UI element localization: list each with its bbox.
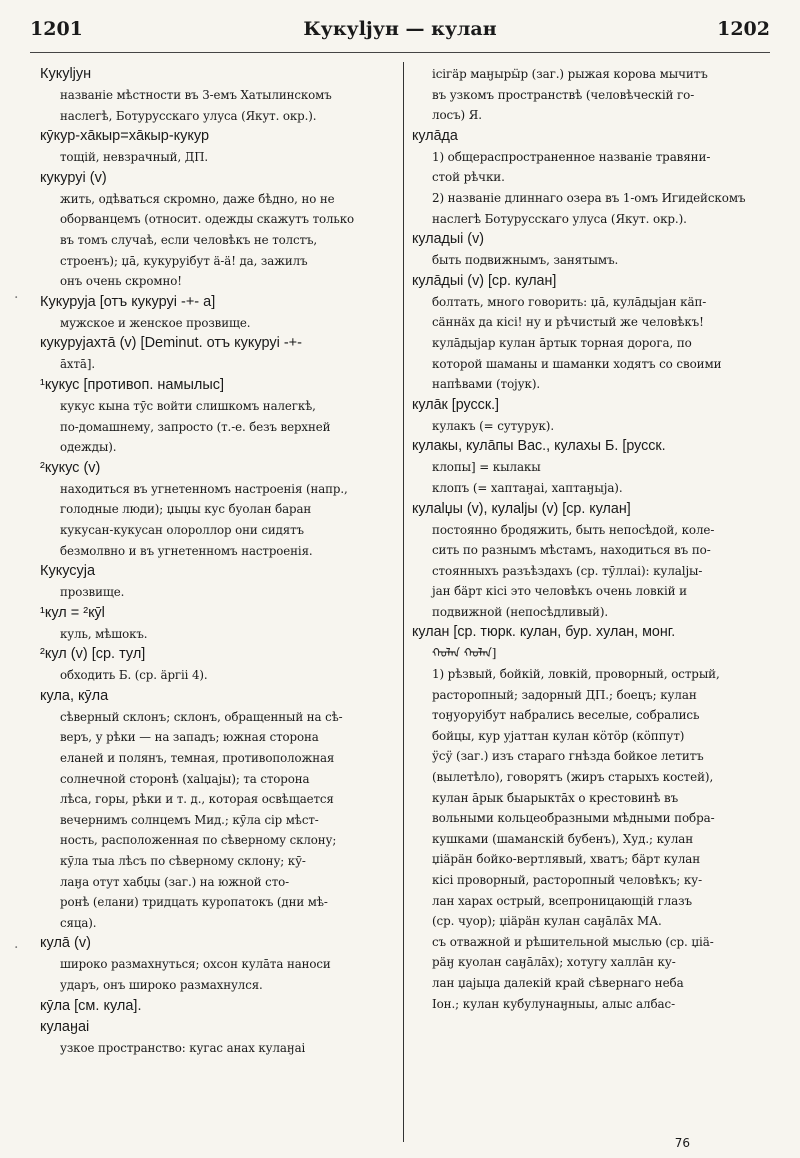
- definition-line: узкое пространство: кугас анах кулаӈаі: [60, 1040, 306, 1055]
- definition-line: кісі проворный, расторопный человѣкъ; ку-: [432, 873, 703, 887]
- dictionary-entry: [40, 603, 396, 645]
- definition-line: кӯла тыа лѣсъ по сѣверному склону; кӯ-: [60, 854, 306, 869]
- dictionary-entry: [412, 229, 772, 271]
- definition-line: кулакъ (= сутурук).: [432, 418, 555, 433]
- definition-line: рäӈ куолан саӈāлāх); хотугу халлāн ку-: [432, 955, 676, 970]
- definition-line: лѣса, горы, рѣки и т. д., которая освѣщается: [60, 792, 334, 807]
- definition-line: расторопный; задорный ДП.; боецъ; кулан: [432, 687, 697, 702]
- definition-line: кушками (шаманскій бубенъ), Худ.; кулан: [432, 831, 694, 846]
- definition-line: подвижной (непосѣдливый).: [432, 604, 609, 619]
- definition-line: въ томъ случаѣ, если человѣкъ не толстъ,: [60, 232, 318, 247]
- definition-line: ронѣ (елани) тридцать куропатокъ (дни мѣ-: [60, 895, 328, 910]
- definition-line: напѣвами (тојук).: [432, 377, 541, 392]
- definition-line: тощій, невзрачный, ДП.: [60, 150, 209, 165]
- headword: Кукуlјун: [40, 66, 92, 82]
- page-number-right: 1202: [717, 18, 770, 40]
- dictionary-entry: [412, 436, 772, 498]
- page-header: [30, 14, 770, 44]
- definition-line: ность, расположенная по сѣверному склону;: [60, 833, 337, 848]
- dictionary-entry: [40, 1017, 396, 1059]
- definition-line: вольными кольцеобразными мѣдными побра-: [432, 811, 715, 826]
- dictionary-entry: [40, 996, 396, 1017]
- definition-line: солнечной сторонѣ (хаlџаjы); та сторона: [60, 771, 310, 786]
- headword: кукуруjахтā (v) [Deminut. отъ кукуруі -+-: [40, 335, 302, 352]
- definition-line: Іон.; кулан кубулунаӈныы, алыс албас-: [432, 996, 676, 1011]
- definition-line: вечернимъ солнцемъ Мид.; кӯла сір мѣст-: [60, 812, 319, 827]
- headword: кукуруі (v): [40, 169, 107, 186]
- definition-line: мужское и женское прозвище.: [60, 315, 251, 330]
- margin-mark: ·: [14, 940, 19, 956]
- definition-line: бойцы, кур уjаттан кулан кӧтӧр (кӧппут): [432, 728, 685, 743]
- definition-line: быть подвижнымъ, занятымъ.: [432, 253, 619, 268]
- definition-line: (ср. чуор); џіäрäн кулан саӈāлāх МА.: [432, 914, 662, 929]
- headword: Кукусуја: [40, 563, 96, 580]
- definition-line: клопъ (= хаптаӈаі, хаптаӈыја).: [432, 480, 623, 495]
- definition-line: стоянныхъ разъѣздахъ (ср. тӯллаі): кулаlјы-: [432, 563, 703, 578]
- dictionary-entry: [40, 333, 396, 375]
- definition-line: болтать, много говорить: џā, кулāдыјан кäп-: [432, 294, 707, 309]
- page-number-left: 1201: [30, 18, 83, 40]
- definition-line: џіäрäн бойко-вертлявый, хватъ; бäрт кулан: [432, 852, 701, 867]
- right-column: [412, 64, 772, 1014]
- definition-line: строенъ); џā, кукуруібут ä-ä! да, зажилъ: [60, 253, 308, 268]
- dictionary-entry: [40, 933, 396, 995]
- definition-line: (вылетѣло), говорятъ (жиръ старыхъ костей),: [432, 770, 714, 785]
- definition-line: голодные люди); џыџы кус буолан баран: [60, 502, 312, 517]
- headword: кулāк [русск.]: [412, 396, 500, 413]
- definition-line: стой рѣчки.: [432, 170, 505, 185]
- definition-line: сить по разнымъ мѣстамъ, находиться въ по-: [432, 543, 711, 558]
- headword: кулā (v): [40, 935, 91, 952]
- headword: кӯла [см. кула].: [40, 997, 142, 1014]
- definition-line: кулан āрык быарыктāх о крестовинѣ въ: [432, 790, 679, 805]
- headword: кулакы, кулāпы Вас., кулахы Б. [русск.: [412, 438, 666, 455]
- headword: ¹кукус [противоп. намылыс]: [40, 376, 225, 393]
- dictionary-entry: [412, 395, 772, 437]
- definition-line: сѣверный склонъ; склонъ, обращенный на сѣ-: [60, 709, 343, 724]
- headword: Кукуруја [отъ кукуруі -+- а]: [40, 293, 216, 310]
- definition-line: съ отважной и рѣшительной мыслью (ср. џіä-: [432, 934, 714, 949]
- headword: куладыі (v): [412, 231, 484, 248]
- definition-line: 1) общераспространенное названіе травяни-: [432, 149, 711, 164]
- definition-line: āхтā].: [60, 357, 95, 372]
- headword: кула, кӯла: [40, 687, 109, 704]
- dictionary-entry: [412, 126, 772, 229]
- headword: кулаӈаі: [40, 1018, 90, 1035]
- definition-line: оборванцемъ (относит. одежды скажутъ только: [60, 212, 354, 227]
- definition-line: куль, мѣшокъ.: [60, 626, 148, 641]
- definition-line: јан бäрт кісі это человѣкъ очень ловкій и: [432, 584, 688, 599]
- headword: ²кукус (v): [40, 459, 101, 476]
- definition-line: жить, одѣваться скромно, даже бѣдно, но не: [60, 191, 335, 206]
- dictionary-entry: [40, 458, 396, 561]
- definition-line: по-домашнему, запросто (т.-е. безъ верхней: [60, 419, 331, 434]
- definition-line: еланей и полянъ, темная, противоположная: [60, 751, 335, 766]
- headword: кулан [ср. тюрк. кулан, бур. хулан, монг.: [412, 624, 676, 641]
- margin-mark: ·: [14, 290, 19, 306]
- definition-line: кукус кына тӯс войти слишкомъ налегкѣ,: [60, 398, 316, 413]
- definition-line: широко размахнуться; охсон кулāта наноси: [60, 957, 331, 972]
- dictionary-entry: [412, 64, 772, 126]
- definition-line: обходить Б. (ср. äргіі 4).: [60, 668, 208, 683]
- headword: ²кул (v) [ср. тул]: [40, 646, 146, 663]
- definition-line: 1) рѣзвый, бойкій, ловкій, проворный, острый,: [432, 667, 720, 682]
- running-title: Кукуlјун — кулан: [303, 18, 497, 40]
- header-rule: [30, 52, 770, 53]
- column-divider: [403, 62, 404, 1142]
- headword: ¹кул = ²кӯl: [40, 604, 105, 621]
- definition-line: веръ, у рѣки — на западъ; южная сторона: [60, 730, 319, 745]
- dictionary-entry: [40, 168, 396, 292]
- definition-line: одежды).: [60, 440, 117, 455]
- dictionary-entry: [40, 644, 396, 686]
- definition-line: сäннäх да кісі! ну и рѣчистый же человѣкъ!: [432, 315, 704, 330]
- headword: кулāда: [412, 127, 458, 144]
- definition-line: ісігäр маӈырӹр (заг.) рыжая корова мычитъ: [432, 67, 708, 81]
- dictionary-entry: [40, 292, 396, 334]
- dictionary-entry: [40, 126, 396, 168]
- definition-line: лосъ) Я.: [432, 108, 482, 123]
- dictionary-entry: [412, 271, 772, 395]
- definition-line: находиться въ угнетенномъ настроенія (напр.,: [60, 481, 348, 496]
- dictionary-entry: [412, 622, 772, 1014]
- definition-line: тоӈуоруібут набрались веселые, собрались: [432, 708, 700, 723]
- definition-line: кукусан-кукусан олороллор они сидятъ: [60, 522, 304, 537]
- dictionary-entry: [40, 686, 396, 934]
- dictionary-entry: [40, 561, 396, 603]
- definition-line: лан харах острый, всепроницающій глазъ: [432, 893, 692, 908]
- definition-line: ӱсӱ (заг.) изъ стараго гнѣзда бойкое летитъ: [432, 749, 704, 764]
- definition-line: лаӈа отут хабџы (заг.) на южной сто-: [60, 874, 290, 889]
- definition-line: сяца).: [60, 915, 97, 930]
- headword: кӯкур-хāкыр=хāкыр-кукур: [40, 128, 210, 145]
- definition-line: которой шаманы и шаманки ходятъ со своими: [432, 356, 722, 371]
- definition-line: названіе мѣстности въ 3-емъ Хатылинскомъ: [60, 88, 332, 102]
- left-column: [40, 64, 396, 1058]
- definition-line: постоянно бродяжить, быть непосѣдой, коле-: [432, 522, 715, 537]
- dictionary-entry: [40, 64, 396, 126]
- footer-page-number: 76: [674, 1136, 690, 1150]
- headword: кулаlџы (v), кулаlјы (v) [ср. кулан]: [412, 500, 631, 517]
- definition-line: наслегѣ, Ботурусскаго улуса (Якут. окр.).: [60, 108, 317, 123]
- headword: кулāдыі (v) [ср. кулан]: [412, 272, 557, 289]
- dictionary-entry: [40, 375, 396, 458]
- dictionary-entry: [412, 499, 772, 623]
- definition-line: ударъ, онъ широко размахнулся.: [60, 978, 263, 992]
- definition-line: лан џајыџа далекій край сѣвернаго неба: [432, 975, 684, 990]
- definition-line: ᠬᠤᠯᠠᠨ ᠬᠤᠯᠠᠨ]: [432, 646, 497, 661]
- definition-line: кулāдыјар кулан āртык торная дорога, по: [432, 335, 692, 350]
- definition-line: клопы] = кылакы: [432, 460, 541, 475]
- definition-line: прозвище.: [60, 585, 125, 600]
- definition-line: 2) названіе длиннаго озера въ 1-омъ Игидейскомъ наслегѣ Ботурусскаго улуса (Якут. окр.).: [432, 190, 746, 226]
- definition-line: онъ очень скромно!: [60, 274, 182, 289]
- definition-line: безмолвно и въ угнетенномъ настроенія.: [60, 543, 313, 558]
- definition-line: въ узкомъ пространствѣ (человѣческій го-: [432, 87, 695, 102]
